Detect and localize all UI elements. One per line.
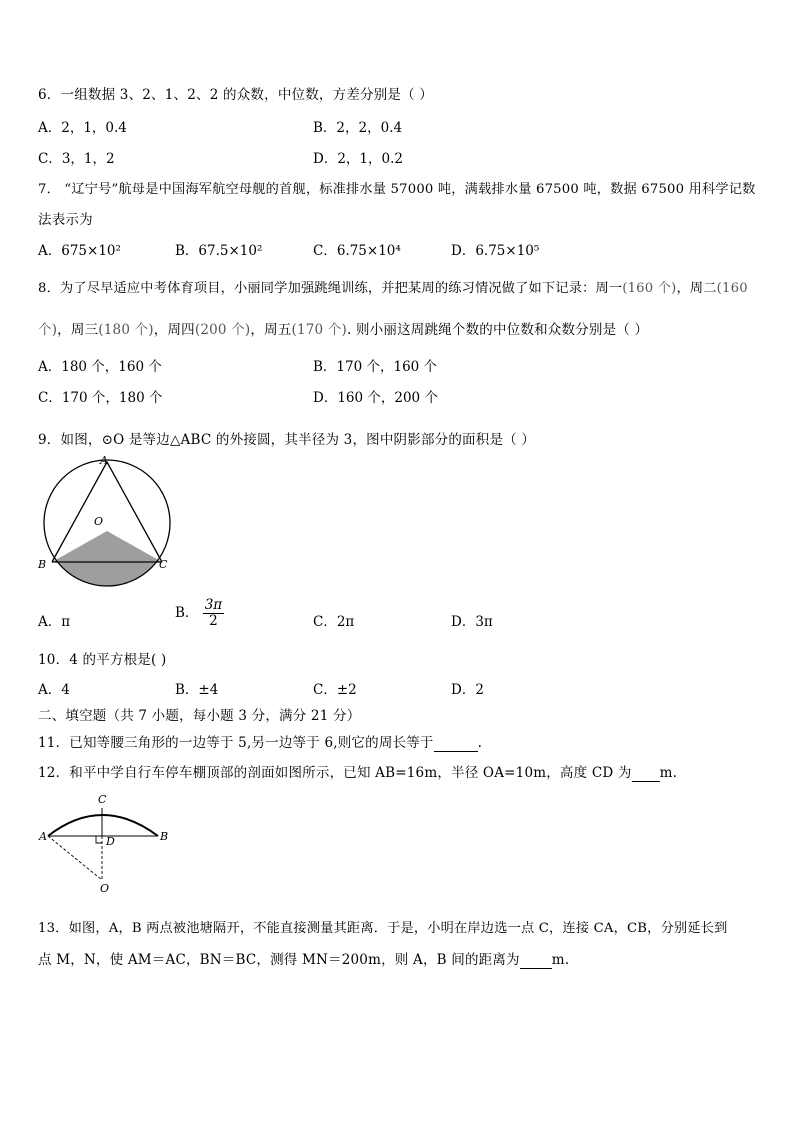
q8-stem-line1: [38, 277, 748, 296]
q7-stem-line2: 法表示为: [38, 212, 93, 228]
q9-label-c: C: [159, 558, 168, 571]
q8-option-d[interactable]: D．160 个，200 个: [313, 390, 438, 406]
q9-option-d[interactable]: D．3π: [451, 614, 493, 630]
q6-option-c[interactable]: C．3，1，2: [38, 151, 115, 167]
q8-option-c[interactable]: C．170 个，180 个: [38, 390, 163, 406]
q12-label-o: O: [100, 882, 110, 895]
q8-option-b[interactable]: B．170 个，160 个: [313, 359, 438, 375]
q6-option-a[interactable]: A．2，1，0.4: [38, 120, 127, 136]
q8-option-a[interactable]: A．180 个，160 个: [38, 359, 162, 375]
q12-arc: [48, 815, 158, 836]
q6-option-d[interactable]: D．2，1，0.2: [313, 151, 403, 167]
q11-stem: [38, 731, 482, 752]
q12-end: m.: [659, 765, 678, 781]
q6-stem: 6．一组数据 3、2、1、2、2 的众数，中位数，方差分别是（ ）: [38, 87, 434, 103]
q13-stem-line2: [38, 948, 569, 969]
q8-tuesday-value: (160: [716, 281, 748, 296]
q10-stem: 10．4 的平方根是( ): [38, 652, 167, 668]
q8-thursday-value: (200 个): [194, 322, 251, 338]
q12-stem: [38, 761, 677, 782]
q9-circle-figure: [34, 452, 184, 582]
q9-option-a[interactable]: A．π: [38, 614, 71, 630]
q9-option-b-prefix: B．: [175, 604, 199, 621]
section-heading-fill-in: 二、填空题（共 7 小题，每小题 3 分，满分 21 分）: [38, 708, 361, 724]
q11-answer-blank[interactable]: [434, 735, 478, 752]
q13-answer-blank[interactable]: [520, 952, 552, 969]
q11-end: .: [477, 735, 483, 751]
q9-stem: 9．如图，⊙O 是等边△ABC 的外接圆，其半径为 3，图中阴影部分的面积是（ ）: [38, 432, 536, 448]
q13-text: 点 M，N，使 AM＝AC，BN＝BC，测得 MN＝200m，则 A，B 间的距离为: [38, 952, 520, 968]
q8-thursday-label: ，周四: [153, 322, 195, 338]
q7-stem-line1: 7． “辽宁号”航母是中国海军航空母舰的首舰，标准排水量 57000 吨，满载排水量 67500 吨，数据 67500 用科学记数: [38, 182, 756, 197]
q7-option-d[interactable]: D．6.75×10⁵: [451, 243, 540, 259]
q9-fraction-numerator: 3π: [204, 597, 223, 613]
q10-option-a[interactable]: A．4: [38, 682, 70, 698]
q7-option-a[interactable]: A．675×10²: [38, 243, 121, 259]
q8-friday-value: (170 个): [291, 322, 347, 338]
q7-option-b[interactable]: B．67.5×10²: [175, 243, 263, 259]
q12-text: 12．和平中学自行车停车棚顶部的剖面如图所示，已知 AB=16m，半径 OA=10m，高度 CD 为: [38, 765, 632, 781]
q8-wednesday-label: ，周三: [57, 322, 99, 338]
q13-stem-line1: 13．如图，A，B 两点被池塘隔开，不能直接测量其距离．于是，小明在岸边选一点 C，连接 CA，CB，分别延长到: [38, 921, 728, 936]
q9-option-c[interactable]: C．2π: [313, 614, 355, 630]
q10-option-c[interactable]: C．±2: [313, 682, 357, 698]
q9-fraction-denominator: 2: [209, 612, 218, 629]
q9-label-a: A: [100, 454, 108, 467]
q12-label-b: B: [160, 830, 169, 843]
q13-end: m.: [551, 952, 570, 968]
q10-option-d[interactable]: D．2: [451, 682, 484, 698]
q12-right-angle-mark: [96, 836, 102, 843]
q8-question: . 则小丽这周跳绳个数的中位数和众数分别是（ ）: [347, 322, 649, 338]
q12-arc-figure: [38, 792, 178, 898]
q12-label-d: D: [106, 835, 115, 848]
q8-tuesday-label: ，周二: [676, 281, 717, 296]
q9-label-b: B: [38, 558, 47, 571]
q8-monday-value: (160 个): [622, 281, 677, 296]
q11-text: 11．已知等腰三角形的一边等于 5,另一边等于 6,则它的周长等于: [38, 735, 434, 751]
q8-tuesday-value-cont: 个): [38, 322, 58, 338]
q12-label-c: C: [98, 793, 107, 806]
q8-wednesday-value: (180 个): [98, 322, 154, 338]
q8-friday-label: ，周五: [250, 322, 292, 338]
q7-option-c[interactable]: C．6.75×10⁴: [313, 243, 401, 259]
q6-option-b[interactable]: B．2，2，0.4: [313, 120, 403, 136]
q8-stem-text: 8．为了尽早适应中考体育项目，小丽同学加强跳绳训练，并把某周的练习情况做了如下记录：周一: [38, 281, 623, 296]
q8-stem-line2: [38, 318, 648, 338]
q12-dashed-oa: [48, 836, 102, 880]
q10-option-b[interactable]: B．±4: [175, 682, 219, 698]
q12-answer-blank[interactable]: [632, 765, 660, 782]
q12-label-a: A: [39, 830, 47, 843]
q9-option-b-fraction: [203, 598, 224, 629]
q9-shaded-triangle: [52, 531, 162, 562]
q9-label-o: O: [94, 515, 104, 528]
q9-option-b[interactable]: [175, 598, 224, 629]
